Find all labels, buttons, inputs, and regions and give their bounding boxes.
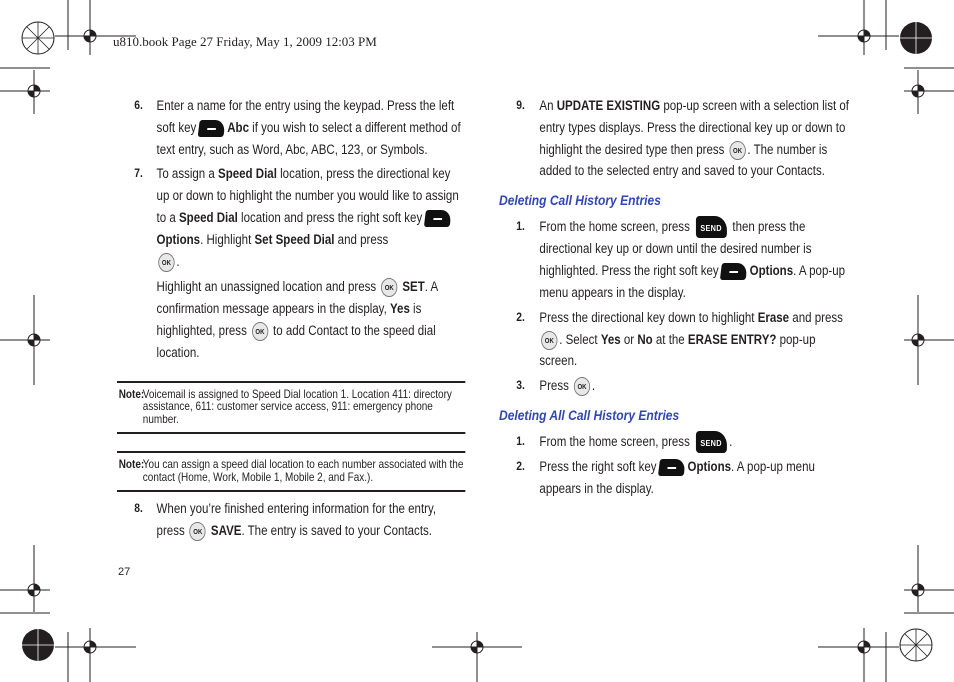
note-voicemail: Note: Voicemail is assigned to Speed Dial location 1. Location 411: directory assistance, 611: customer service access, 911: emergency phone number. (117, 381, 465, 435)
right-column (499, 95, 853, 503)
send-key-icon: SEND (696, 216, 727, 238)
section-title-delete-entries: Deleting Call History Entries (499, 192, 661, 209)
step-number: 2. (516, 309, 525, 324)
delete-all-step-1: 1. From the home screen, press SEND . (499, 431, 853, 453)
step-number: 1. (516, 433, 525, 448)
ok-key-icon: OK (190, 522, 206, 541)
right-soft-key-icon (424, 210, 452, 227)
ok-key-icon: OK (729, 141, 745, 160)
right-soft-key-icon (720, 263, 748, 280)
step-number: 7. (134, 166, 143, 181)
ok-key-icon: OK (574, 377, 590, 396)
step-number: 2. (516, 459, 525, 474)
step-number: 8. (134, 501, 143, 516)
section-title-delete-all: Deleting All Call History Entries (499, 407, 680, 424)
ok-key-icon: OK (158, 253, 174, 272)
right-soft-key-icon (658, 459, 686, 476)
step-6: 6. Enter a name for the entry using the keypad. Press the left soft key Abc if you wish to select a different method of text entry, such as Word, Abc, ABC, 123, or Symbols. (117, 95, 465, 160)
step-number: 6. (134, 98, 143, 112)
running-head: u810.book Page 27 Friday, May 1, 2009 12:03 PM (113, 34, 377, 49)
step-8: 8. When you’re finished entering information for the entry, press OK SAVE. The entry is saved to your Contacts. (117, 498, 465, 542)
page-number: 27 (118, 566, 131, 578)
left-column (117, 95, 465, 545)
step-number: 9. (516, 98, 525, 112)
left-soft-key-icon (198, 120, 226, 137)
step-number: 1. (516, 218, 525, 233)
send-key-icon: SEND (696, 431, 727, 453)
step-number: 3. (516, 378, 525, 393)
ok-key-icon: OK (252, 322, 268, 341)
delete-step-3: 3. Press OK . (499, 375, 853, 397)
ok-key-icon: OK (381, 278, 397, 297)
note-speed-dial: Note: You can assign a speed dial location to each number associated with the contact (Home, Work, Mobile 1, Mobile 2, and Fax.). (117, 451, 465, 492)
step-9: 9. An UPDATE EXISTING pop-up screen with a selection list of entry types displays. Press the directional key up or down to highlight the desired type then press OK . The number is added to the selected entry and saved to your Contacts. (499, 95, 853, 182)
step-7-continuation: Highlight an unassigned location and press OK SET. A confirmation message appears in the display, Yes is highlighted, press OK to add Contact to the speed dial location. (156, 279, 438, 360)
delete-step-2: 2. Press the directional key down to highlight Erase and press OK . Select Yes or No at the ERASE ENTRY? pop-up screen. (499, 307, 853, 372)
ok-key-icon: OK (541, 331, 557, 350)
delete-step-1: 1. From the home screen, press SEND then press the directional key up or down until the desired number is highlighted. Press the right soft key Options. A pop-up menu appears in the display. (499, 216, 853, 304)
step-7: 7. To assign a Speed Dial location, press the directional key up or down to highlight the number you would like to assign to a Speed Dial location and press the right soft keyOptions. Highlight Set Speed Dial and press OK . (117, 163, 465, 272)
delete-all-step-2: 2. Press the right soft key Options. A pop-up menu appears in the display. (499, 456, 853, 500)
